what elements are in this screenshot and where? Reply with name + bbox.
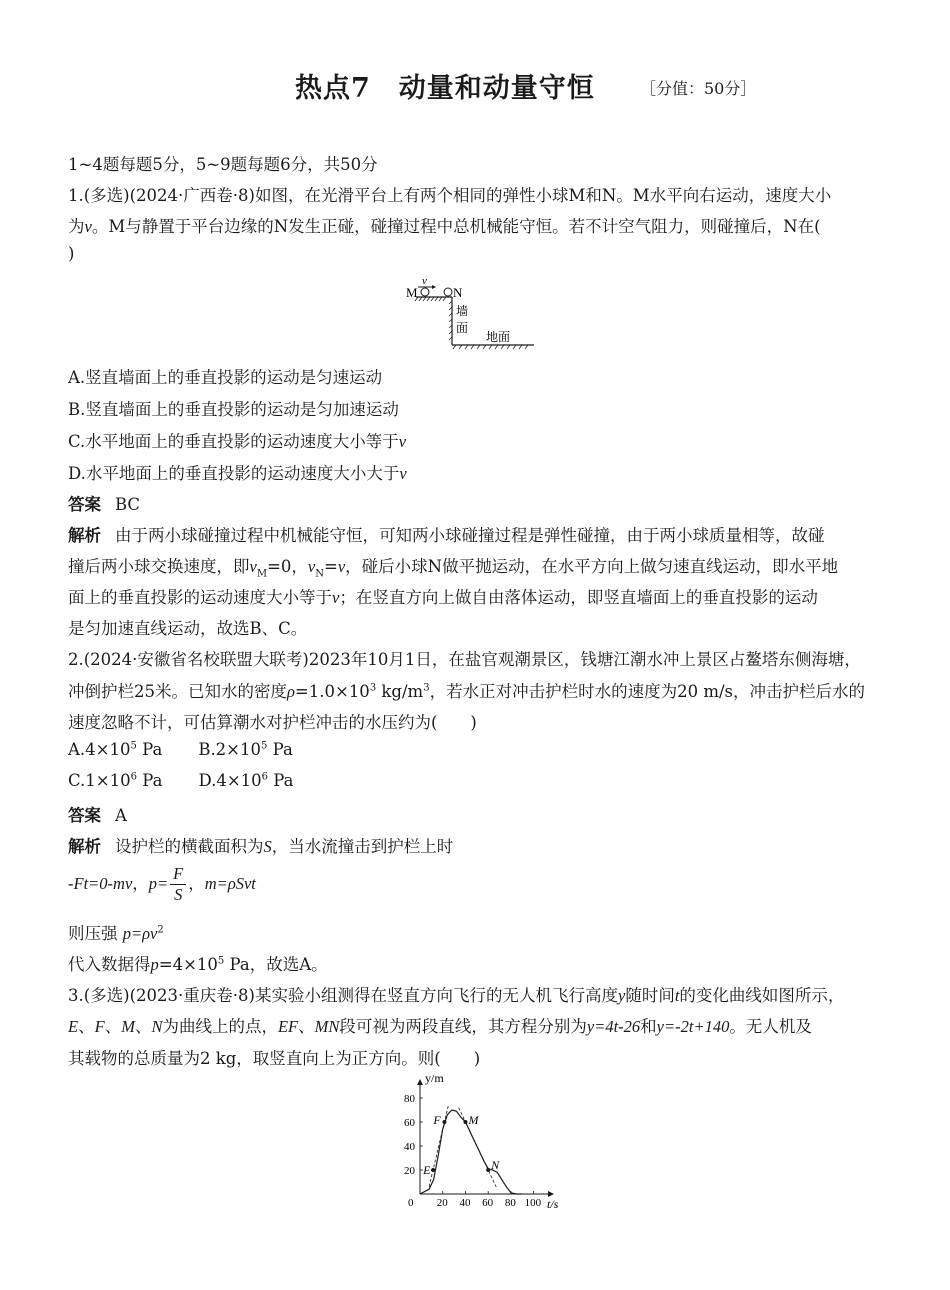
x-tick-label: 0 [408,1197,414,1209]
text: 则压强 [68,924,118,943]
text: 代入数据得 [68,955,151,974]
x-axis-label: t/s [547,1197,559,1211]
text: 3.(多选)(2023·重庆卷·8)某实验小组测得在竖直方向飞行的无人机飞行高度 [68,986,618,1005]
var-mn: MN [314,1017,340,1036]
q2-stem-line3: 速度忽略不计，可估算潮水对护栏冲击的水压约为( ) [68,713,477,732]
var-s: S [263,837,272,856]
point-label-n: N [491,1158,500,1172]
answer-value: BC [115,495,141,514]
q1-analysis-line2 [68,553,839,580]
text: ；在竖直方向上做自由落体运动，即竖直墙面上的垂直投影的运动 [339,588,818,607]
equation-momentum: -Ft=0-mv [68,874,133,893]
text: B.2×10 [198,740,262,759]
superscript: 3 [423,682,430,694]
fig-label-v: v [422,275,427,287]
intro-text: 1~4题每题5分，5~9题每题6分，共50分 [68,155,378,174]
arrow-head-icon [432,285,436,289]
text: 。M与静置于平台边缘的N发生正碰，碰撞过程中总机械能守恒。若不计空气阻力，则碰撞后，N在( [91,217,821,236]
y-tick-label: 80 [404,1093,415,1105]
q2-option-d [198,771,293,790]
text: = [323,557,338,576]
q1-stem-line3: ) [68,244,75,263]
q2-option-b [198,740,293,759]
text: ，碰后小球N做平抛运动，在水平方向上做匀速直线运动，即水平地 [345,557,839,576]
var-v: v [399,464,407,483]
fig-label-ground: 地面 [486,330,511,344]
superscript: 6 [130,771,137,783]
point-m [463,1120,467,1124]
ball-n [444,288,452,296]
var-m: M [121,1017,135,1036]
q1-option-a: A.竖直墙面上的垂直投影的运动是匀速运动 [68,368,383,387]
text: 和 [640,1017,657,1036]
equation-ef: y=4t-26 [586,1017,641,1036]
x-tick-label: 100 [524,1197,542,1209]
var-y: y [617,986,626,1005]
text: 、 [134,1017,152,1036]
text: 段可视为两段直线，其方程分别为 [339,1017,587,1036]
var-rho: ρ [287,682,295,701]
fraction-f-over-s [170,864,186,905]
q2-pressure [68,920,164,944]
text: Pa [136,740,163,759]
text: =0， [267,557,308,576]
q2-stem-line2 [68,678,865,702]
superscript: 5 [217,955,225,967]
text: =1.0×10 [294,682,370,701]
var-v: v [332,588,340,607]
point-label-e: E [423,1163,431,1177]
q3-stem-line2 [68,1013,812,1037]
q1-answer [68,491,140,515]
text: 由于两小球碰撞过程中机械能守恒，可知两小球碰撞过程是弹性碰撞，由于两小球质量相等，故碰 [115,526,825,545]
q1-option-d [68,460,407,484]
y-tick-label: 20 [404,1165,415,1177]
subscript: M [256,568,268,580]
q1-option-b: B.竖直墙面上的垂直投影的运动是匀加速运动 [68,400,399,419]
var-e: E [68,1017,79,1036]
chart-points [422,1113,500,1177]
q1-stem-line2 [68,213,821,237]
var-v: v [84,217,92,236]
text: A.4×10 [68,740,131,759]
superscript: 5 [130,740,137,752]
answer-value: A [115,806,127,825]
superscript: 5 [261,740,268,752]
text: D.水平地面上的垂直投影的运动速度大小大于 [68,464,400,483]
y-tick-label: 60 [404,1117,415,1129]
text: Pa [136,771,163,790]
var-t: t [674,986,680,1005]
q2-stem-line1: 2.(2024·安徽省名校联盟大联考)2023年10月1日，在盐官观潮景区，钱塘江潮水冲上景区占鳌塔东侧海塘， [68,650,861,669]
fig-label-m: M [406,285,418,300]
equation-mass: m=ρSvt [204,874,256,893]
q2-options-ab [68,740,293,759]
q1-analysis-line1 [68,522,825,546]
equation-p: p= [148,874,169,893]
fraction-denominator: S [174,885,183,904]
point-n [486,1168,490,1172]
analysis-label: 解析 [68,526,101,545]
q2-analysis-line1 [68,833,453,857]
text: 为曲线上的点， [162,1017,278,1036]
platform-hatch [415,297,446,301]
text: 面上的垂直投影的运动速度大小等于 [68,588,332,607]
q1-figure [400,275,540,353]
q1-analysis-line4: 是匀加速直线运动，故选B、C。 [68,619,308,638]
q2-option-c [68,771,162,790]
text: C.水平地面上的垂直投影的运动速度大小等于 [68,432,399,451]
text: D.4×10 [198,771,262,790]
superscript: 3 [369,682,377,694]
x-tick-label: 20 [436,1197,448,1209]
point-f [442,1120,446,1124]
q2-options-cd [68,771,293,790]
q2-equation [68,864,256,905]
y-tick-label: 40 [404,1141,415,1153]
equation-mn: y=-2t+140 [656,1017,730,1036]
fraction-numerator: F [170,864,186,885]
var-n: N [151,1017,163,1036]
text: 撞后两小球交换速度，即 [68,557,250,576]
point-e [431,1168,435,1172]
ground-hatch [453,345,528,349]
q2-substitute [68,951,328,975]
x-tick-label: 60 [482,1197,494,1209]
var-v: v [249,557,257,576]
equation-pressure: p=ρv [122,924,158,943]
q1-analysis-line3 [68,584,818,608]
q1-option-c [68,428,406,452]
text: Pa，故选A。 [224,955,328,974]
answer-label: 答案 [68,806,101,825]
y-axis-label: y/m [425,1072,444,1085]
superscript: 2 [157,924,164,936]
x-tick-label: 80 [504,1197,516,1209]
score-label: ［分值：50分］ [640,79,757,98]
superscript: 6 [261,771,269,783]
fig-label-wall-2: 面 [456,321,469,335]
answer-label: 答案 [68,495,101,514]
text: C.1×10 [68,771,131,790]
var-v: v [307,557,316,576]
text: Pa [267,740,293,759]
fig-label-n: N [453,285,463,300]
var-v: v [337,557,346,576]
q1-stem-line1: 1.(多选)(2024·广西卷·8)如图，在光滑平台上有两个相同的弹性小球M和N。M水平向右运动，速度大小 [68,186,832,205]
text: 为 [68,217,85,236]
text: 、 [298,1017,315,1036]
page-title: 热点7 动量和动量守恒 [295,73,595,104]
text: =4×10 [158,955,218,974]
text: 设护栏的横截面积为 [115,837,264,856]
text: 随时间 [625,986,675,1005]
x-tick-label: 40 [459,1197,471,1209]
q2-answer [68,802,127,826]
var-f: F [94,1017,105,1036]
ball-m [421,288,429,296]
fig-label-wall-1: 墙 [456,304,469,318]
text: ， [132,874,149,893]
text: 。无人机及 [729,1017,812,1036]
subscript: N [315,568,324,580]
text: Pa [268,771,294,790]
text: kg/m [376,682,424,701]
text: 的变化曲线如图所示， [679,986,845,1005]
q3-height-time-chart [390,1072,565,1212]
text: 、 [78,1017,95,1036]
var-ef: EF [277,1017,299,1036]
text: 冲倒护栏25米。已知水的密度 [68,682,287,701]
analysis-label: 解析 [68,837,101,856]
q3-stem-line3: 其载物的总质量为2 kg，取竖直向上为正方向。则( ) [68,1049,481,1068]
q3-stem-line1 [68,982,844,1006]
text: ， [188,874,205,893]
title-row [0,66,950,106]
text: ，当水流撞击到护栏上时 [271,837,454,856]
point-label-m: M [468,1113,479,1127]
var-v: v [398,432,407,451]
text: 、 [104,1017,122,1036]
var-p: p [150,955,159,974]
text: ，若水正对冲击护栏时水的速度为20 m/s，冲击护栏后水的 [429,682,865,701]
point-label-f: F [433,1113,441,1127]
q2-option-a [68,740,162,759]
